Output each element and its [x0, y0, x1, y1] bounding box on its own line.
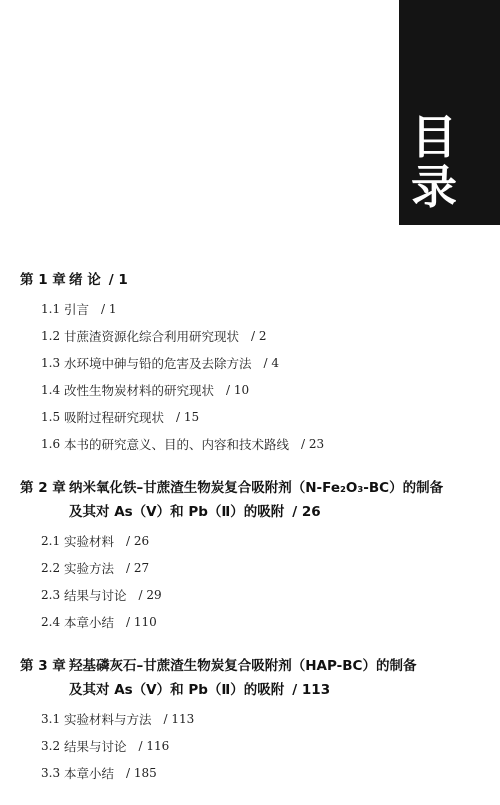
chapter-title-line — [69, 476, 490, 500]
section-entry[interactable] — [20, 350, 490, 377]
chapter-title — [69, 654, 490, 702]
chapter-title-line — [69, 654, 490, 678]
section-title: 吸附过程研究现状 — [64, 410, 165, 425]
section-title: 结果与讨论 — [64, 739, 127, 754]
section-number: 2.4 — [41, 615, 61, 629]
section-page-number: / 23 — [301, 437, 325, 451]
section-entry[interactable] — [20, 528, 490, 555]
section-entry[interactable] — [20, 323, 490, 350]
section-page-number: / 110 — [126, 615, 157, 629]
section-page-number: / 4 — [263, 356, 280, 370]
chapter-heading[interactable] — [20, 654, 490, 702]
section-title: 水环境中砷与铅的危害及去除方法 — [64, 356, 252, 371]
section-number: 1.4 — [41, 383, 61, 397]
section-entry[interactable] — [20, 377, 490, 404]
chapter-3 — [20, 654, 490, 787]
chapter-number: 第 2 章 — [20, 480, 66, 496]
chapter-number: 第 1 章 — [20, 272, 66, 288]
section-page-number: / 27 — [126, 561, 150, 575]
chapter-title-text: 绪 论 — [69, 272, 101, 288]
section-page-number: / 15 — [176, 410, 200, 424]
section-entry[interactable] — [20, 431, 490, 458]
chapter-page-number: / 1 — [108, 272, 128, 288]
chapter-title — [69, 268, 490, 292]
section-page-number: / 2 — [251, 329, 267, 343]
section-title: 甘蔗渣资源化综合利用研究现状 — [64, 329, 240, 344]
chapter-title-text: 及其对 As（Ⅴ）和 Pb（Ⅱ）的吸附 — [69, 504, 285, 520]
section-entry[interactable] — [20, 296, 490, 323]
section-page-number: / 116 — [138, 739, 170, 753]
section-title: 本章小结 — [64, 615, 115, 630]
chapter-2 — [20, 476, 490, 636]
section-title: 实验材料与方法 — [64, 712, 152, 727]
table-of-contents — [20, 268, 490, 805]
section-number: 1.6 — [41, 437, 61, 451]
section-title: 引言 — [64, 302, 90, 317]
section-entry[interactable] — [20, 582, 490, 609]
section-page-number: / 185 — [126, 766, 157, 780]
section-number: 3.1 — [41, 712, 61, 726]
section-page-number: / 1 — [101, 302, 117, 316]
section-entry[interactable] — [20, 555, 490, 582]
chapter-number: 第 3 章 — [20, 658, 66, 674]
chapter-title-line — [69, 678, 490, 702]
section-number: 3.2 — [41, 739, 61, 753]
section-list — [20, 296, 490, 458]
section-entry[interactable] — [20, 609, 490, 636]
chapter-1 — [20, 268, 490, 458]
section-number: 1.5 — [41, 410, 61, 424]
section-number: 1.3 — [41, 356, 61, 370]
section-number: 2.1 — [41, 534, 61, 548]
section-number: 2.3 — [41, 588, 61, 602]
chapter-title-text: 及其对 As（Ⅴ）和 Pb（Ⅱ）的吸附 — [69, 682, 285, 698]
section-number: 2.2 — [41, 561, 61, 575]
section-title: 结果与讨论 — [64, 588, 127, 603]
section-entry[interactable] — [20, 760, 490, 787]
section-title: 实验材料 — [64, 534, 115, 549]
section-page-number: / 26 — [126, 534, 150, 548]
section-number: 3.3 — [41, 766, 61, 780]
section-page-number: / 29 — [138, 588, 162, 602]
chapter-title-line — [69, 268, 490, 292]
section-number: 1.2 — [41, 329, 61, 343]
chapter-title — [69, 476, 490, 524]
chapter-title-text: 纳米氧化铁–甘蔗渣生物炭复合吸附剂（N-Fe₂O₃-BC）的制备 — [69, 480, 444, 496]
chapter-heading[interactable] — [20, 476, 490, 524]
chapter-page-number: / 26 — [292, 504, 321, 520]
section-title: 本章小结 — [64, 766, 115, 781]
section-title: 改性生物炭材料的研究现状 — [64, 383, 215, 398]
section-title: 本书的研究意义、目的、内容和技术路线 — [64, 437, 290, 452]
section-page-number: / 113 — [163, 712, 195, 726]
chapter-page-number: / 113 — [292, 682, 331, 698]
section-title: 实验方法 — [64, 561, 115, 576]
chapter-title-line — [69, 500, 490, 524]
section-page-number: / 10 — [226, 383, 250, 397]
section-list — [20, 706, 490, 787]
section-entry[interactable] — [20, 706, 490, 733]
heading-char-2: 录 — [411, 160, 457, 214]
heading-char-1: 目 — [411, 110, 457, 164]
section-number: 1.1 — [41, 302, 61, 316]
chapter-heading[interactable] — [20, 268, 490, 292]
section-list — [20, 528, 490, 636]
chapter-title-text: 羟基磷灰石–甘蔗渣生物炭复合吸附剂（HAP-BC）的制备 — [69, 658, 417, 674]
section-entry[interactable] — [20, 404, 490, 431]
